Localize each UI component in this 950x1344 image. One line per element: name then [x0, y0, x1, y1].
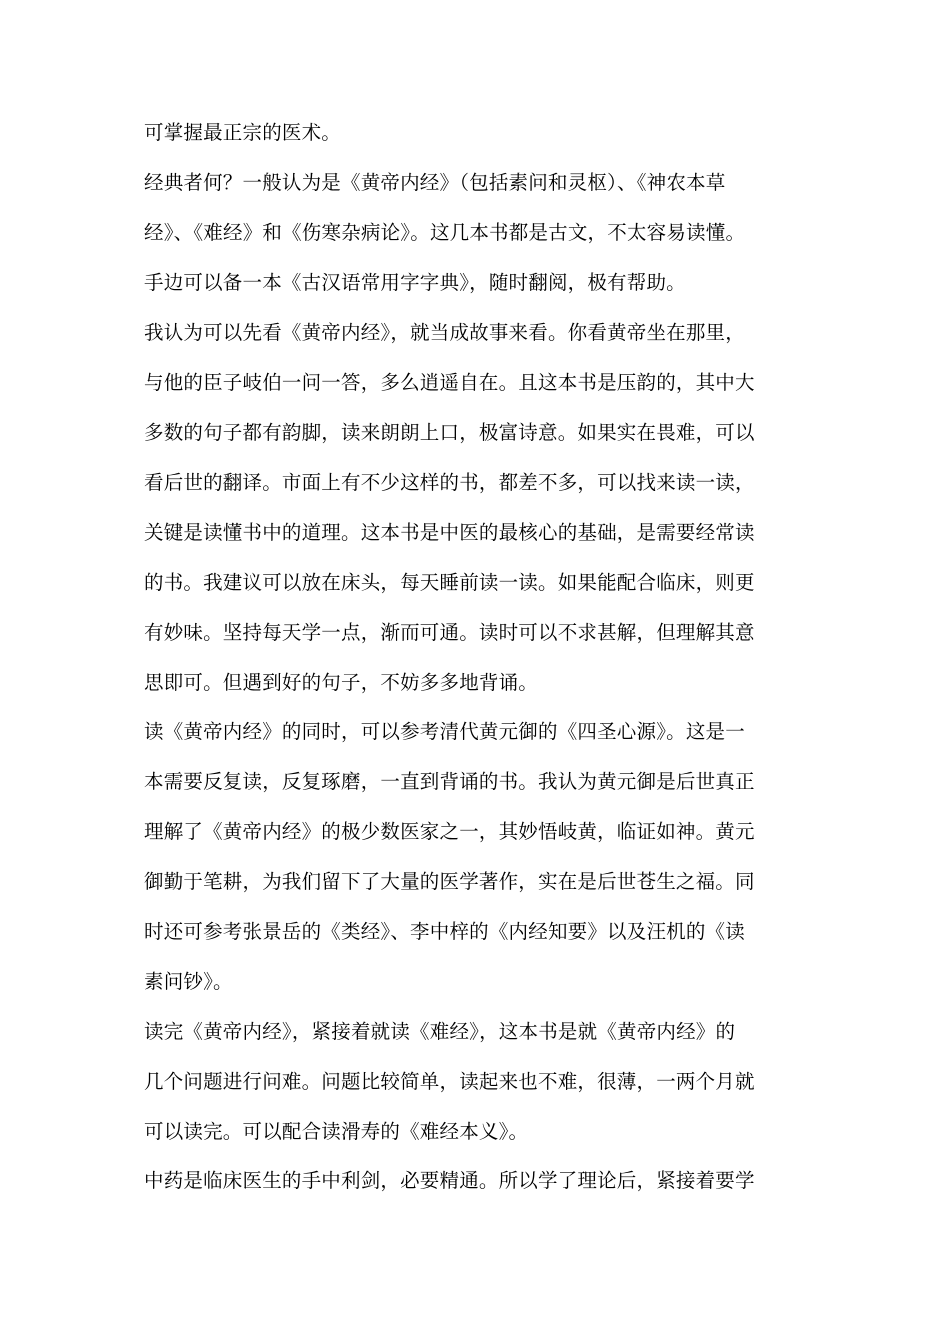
text-line: 可以读完。可以配合读滑寿的《难经本义》。 [144, 1120, 529, 1143]
text-line: 的书。我建议可以放在床头，每天睡前读一读。如果能配合临床，则更 [144, 571, 755, 594]
text-line: 关键是读懂书中的道理。这本书是中医的最核心的基础，是需要经常读 [144, 521, 755, 544]
text-line: 素问钞》。 [144, 970, 233, 993]
text-line: 经》、《难经》和《伤寒杂病论》。这几本书都是古文，不太容易读懂。 [144, 221, 746, 244]
text-line: 可掌握最正宗的医术。 [144, 121, 342, 144]
text-line: 手边可以备一本《古汉语常用字字典》，随时翻阅，极有帮助。 [144, 271, 686, 294]
text-line: 看后世的翻译。市面上有不少这样的书，都差不多，可以找来读一读， [144, 471, 755, 494]
text-line: 读完《黄帝内经》，紧接着就读《难经》，这本书是就《黄帝内经》的 [144, 1020, 736, 1043]
text-line: 本需要反复读，反复琢磨，一直到背诵的书。我认为黄元御是后世真正 [144, 770, 755, 793]
text-line: 理解了《黄帝内经》的极少数医家之一，其妙悟岐黄，临证如神。黄元 [144, 820, 755, 843]
text-line: 多数的句子都有韵脚，读来朗朗上口，极富诗意。如果实在畏难，可以 [144, 421, 755, 444]
text-line: 我认为可以先看《黄帝内经》，就当成故事来看。你看黄帝坐在那里， [144, 321, 745, 344]
text-line: 中药是临床医生的手中利剑，必要精通。所以学了理论后，紧接着要学 [144, 1169, 755, 1192]
text-line: 几个问题进行问难。问题比较简单，读起来也不难，很薄，一两个月就 [144, 1070, 755, 1093]
text-line: 思即可。但遇到好的句子，不妨多多地背诵。 [144, 671, 539, 694]
text-line: 与他的臣子岐伯一问一答，多么逍遥自在。且这本书是压韵的，其中大 [144, 371, 755, 394]
text-line: 御勤于笔耕，为我们留下了大量的医学著作，实在是后世苍生之福。同 [144, 870, 755, 893]
text-line: 有妙味。坚持每天学一点，渐而可通。读时可以不求甚解，但理解其意 [144, 621, 755, 644]
text-line: 读《黄帝内经》的同时，可以参考清代黄元御的《四圣心源》。这是一 [144, 720, 745, 743]
text-line: 经典者何？一般认为是《黄帝内经》（包括素问和灵枢）、《神农本草 [144, 171, 726, 194]
text-line: 时还可参考张景岳的《类经》、李中梓的《内经知要》以及汪机的《读 [144, 920, 745, 943]
